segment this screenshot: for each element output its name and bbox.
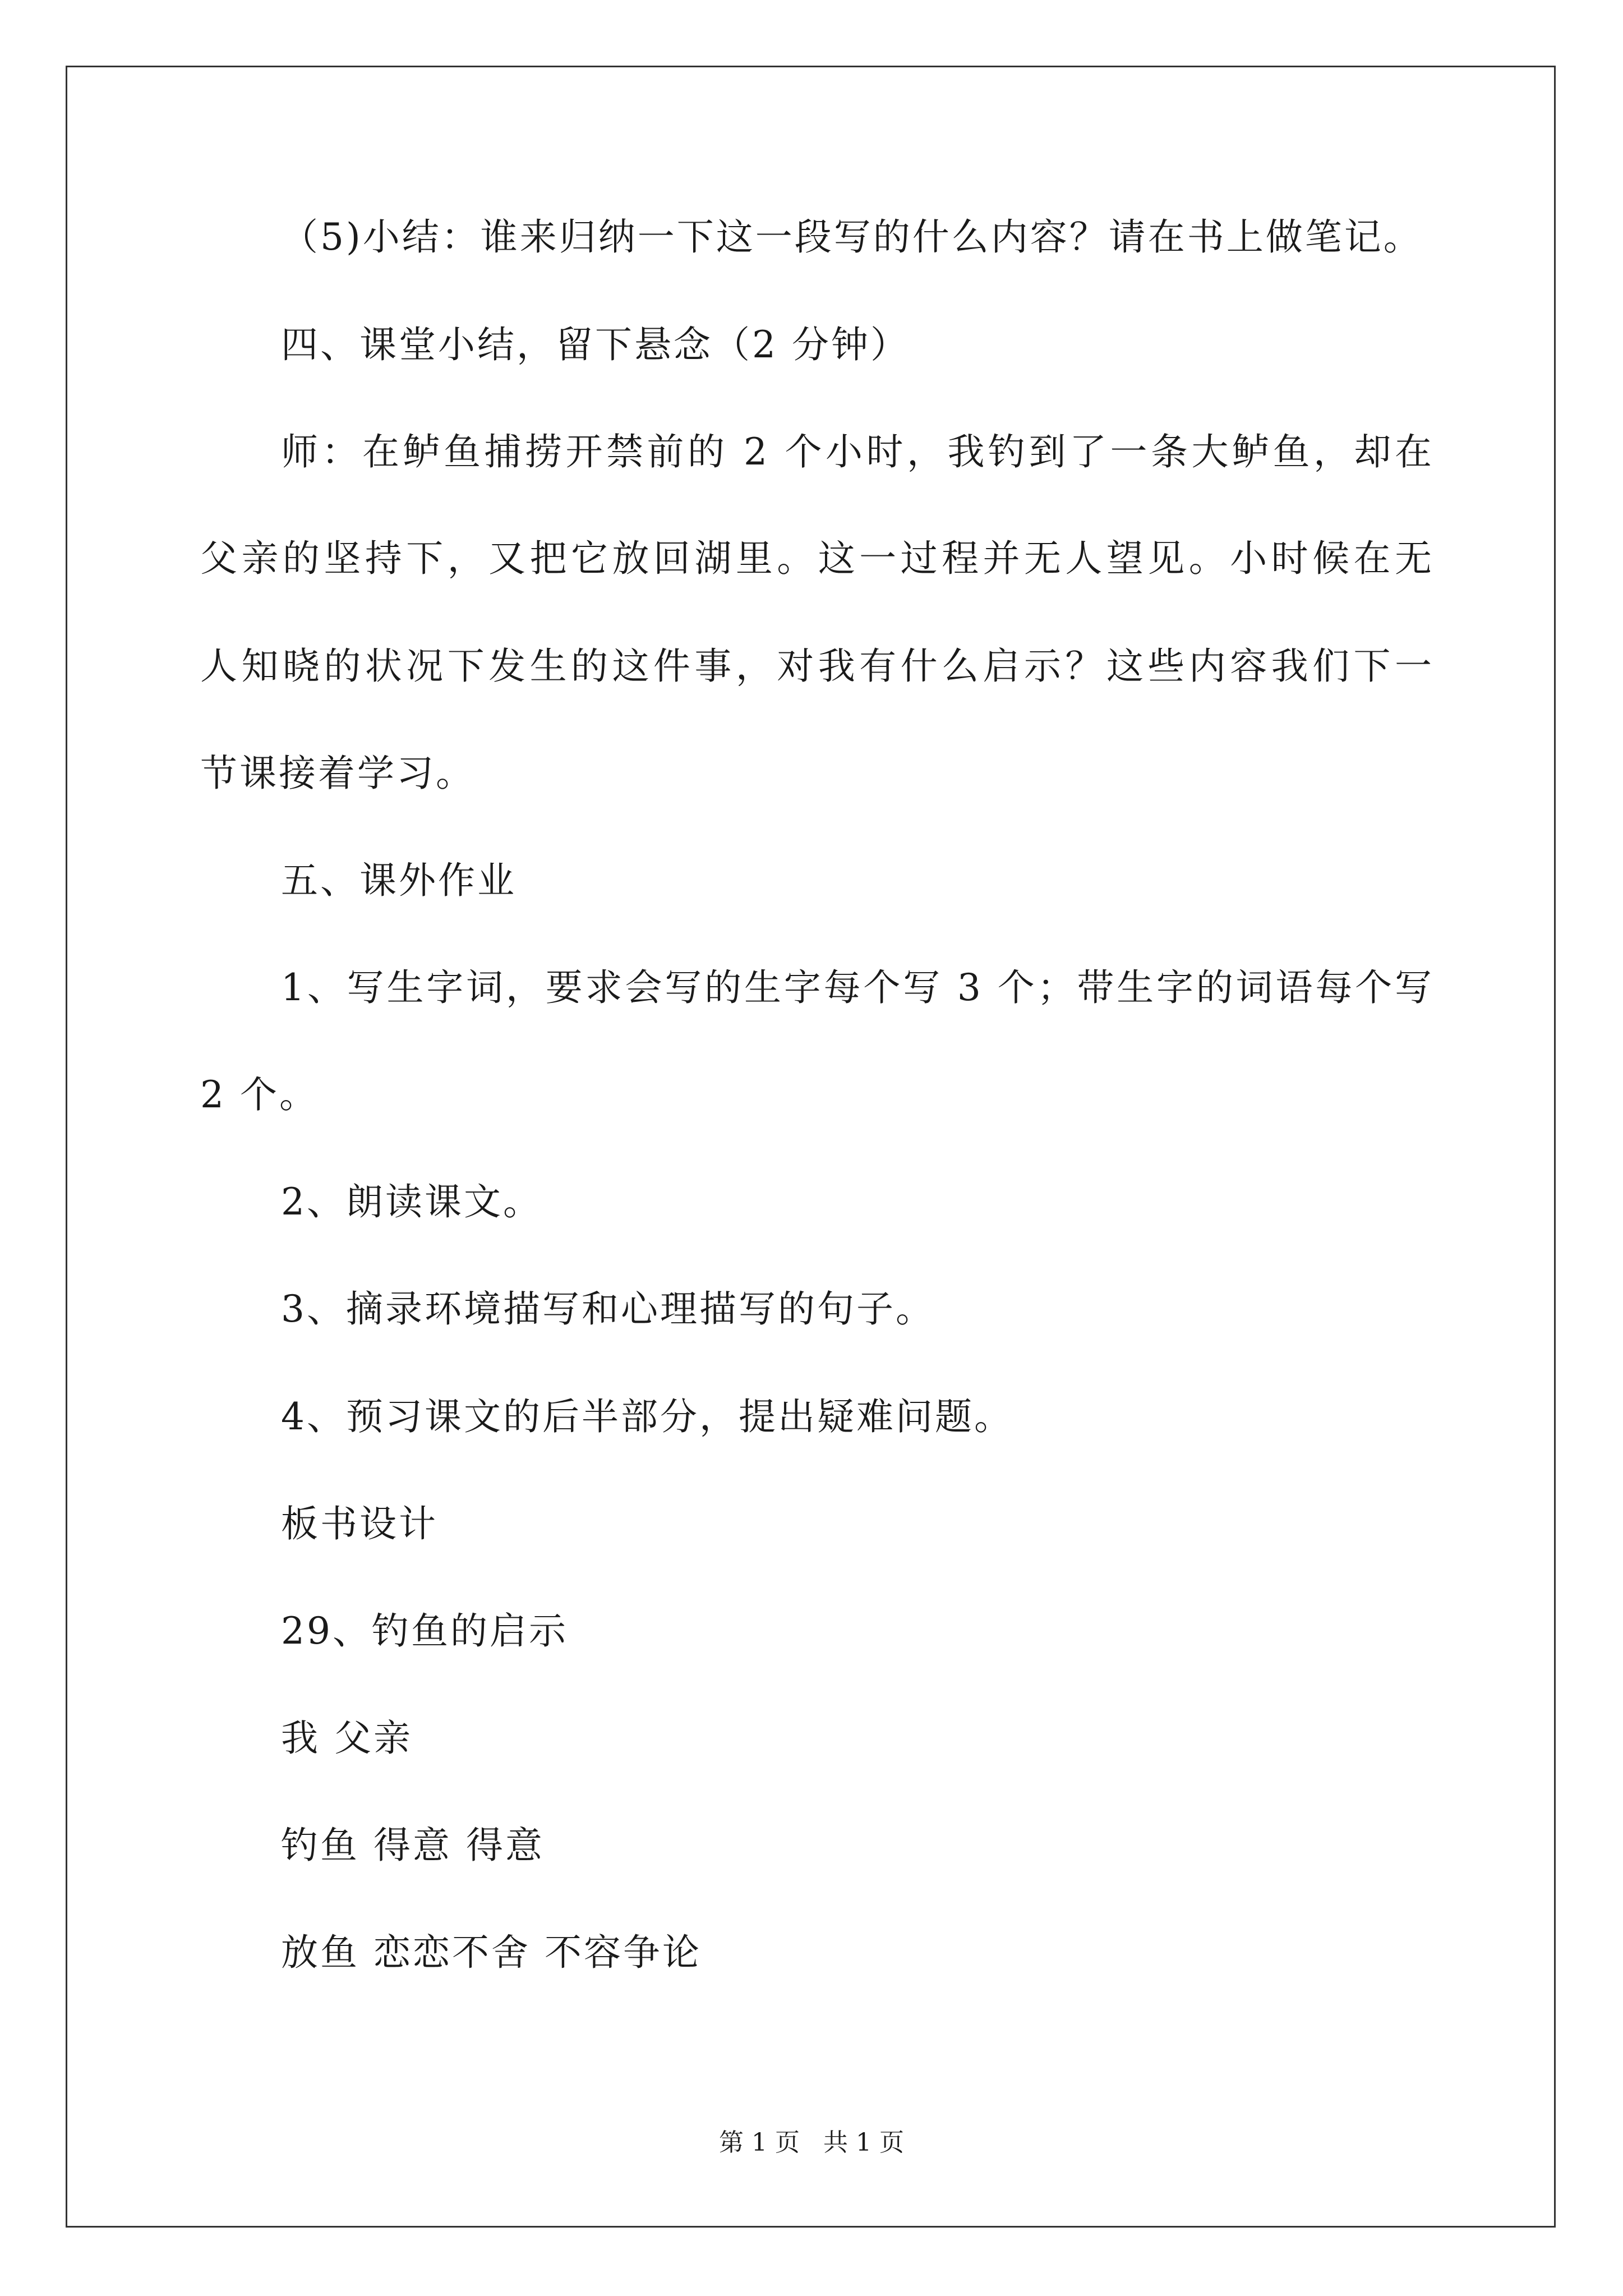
page-border [66,66,1556,2228]
text-line: 放鱼 恋恋不舍 不容争论 [281,1931,702,1974]
text-line: 父亲的坚持下，又把它放回湖里。这一过程并无人望见。小时候在无 [200,537,1434,580]
text-line: 钓鱼 得意 得意 [281,1824,545,1867]
page-total: 共 1 页 [823,2128,904,2157]
text-line: 节课接着学习。 [200,752,475,795]
text-line: 人知晓的状况下发生的这件事，对我有什么启示？这些内容我们下一 [200,645,1434,688]
text-line: 3、摘录环境描写和心理描写的句子。 [281,1287,935,1331]
section-heading: 五、课外作业 [281,859,517,902]
text-line: 29、钓鱼的启示 [281,1609,568,1653]
section-heading: 四、课堂小结，留下悬念（2 分钟） [281,323,910,366]
text-line: 4、预习课文的后半部分，提出疑难问题。 [281,1395,1013,1438]
text-line: （5)小结：谁来归纳一下这一段写的什么内容？请在书上做笔记。 [281,215,1423,259]
text-line: 我 父亲 [281,1717,413,1760]
text-line: 师：在鲈鱼捕捞开禁前的 2 个小时，我钓到了一条大鲈鱼，却在 [281,430,1434,473]
page-number: 第 1 页 [719,2128,800,2157]
text-line: 1、写生字词，要求会写的生字每个写 3 个；带生字的词语每个写 [281,966,1434,1009]
text-line: 2 个。 [200,1073,319,1116]
page-footer [0,2126,1623,2160]
section-heading: 板书设计 [281,1502,438,1545]
text-line: 2、朗读课文。 [281,1180,542,1223]
